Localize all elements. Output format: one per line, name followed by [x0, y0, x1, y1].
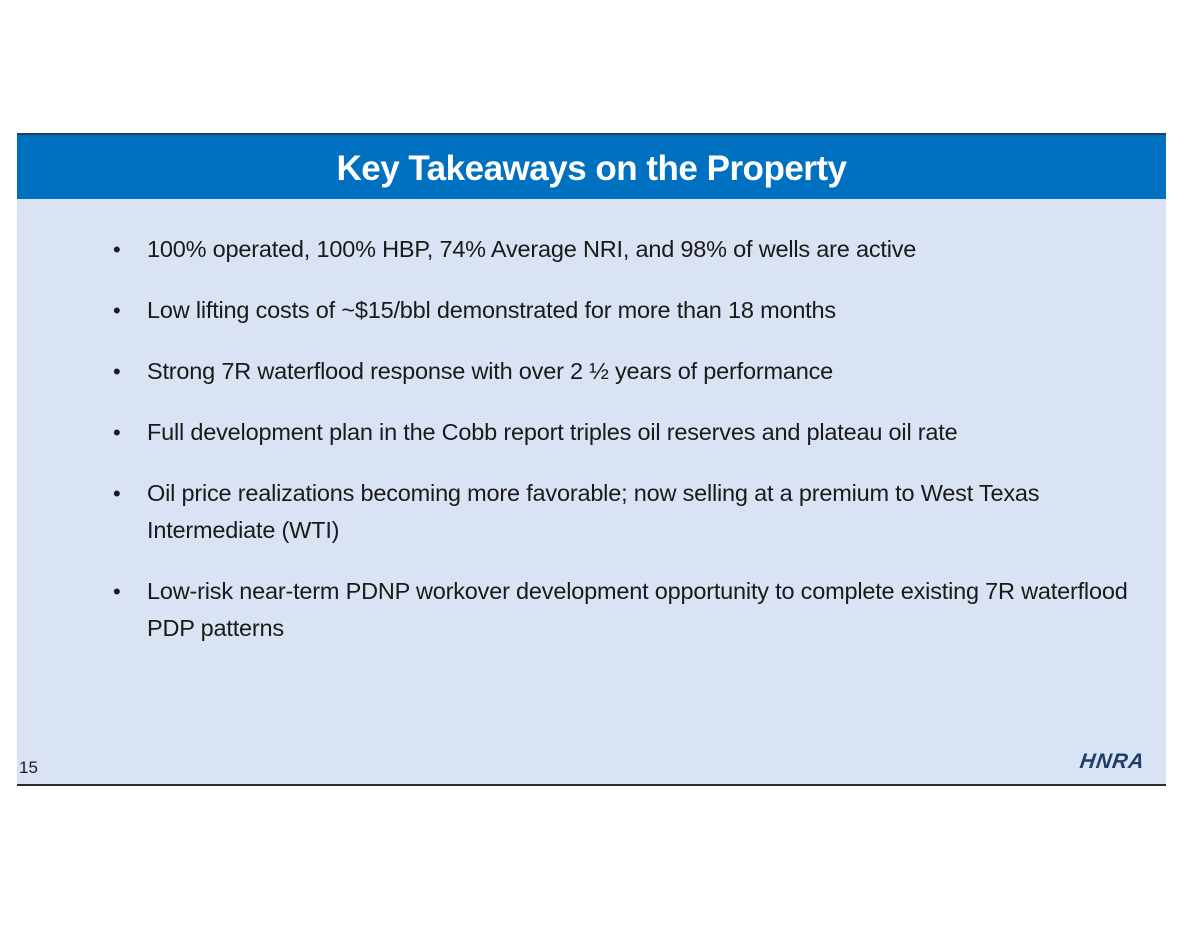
bullet-item — [113, 231, 1153, 268]
bullet-item — [113, 353, 1153, 390]
bullet-text: Low lifting costs of ~$15/bbl demonstrated for more than 18 months — [147, 297, 836, 323]
bullet-item — [113, 292, 1153, 329]
bullet-text: Full development plan in the Cobb report triples oil reserves and plateau oil rate — [147, 419, 958, 445]
bullet-text: Oil price realizations becoming more favorable; now selling at a premium to West Texas Intermediate (WTI) — [147, 480, 1040, 543]
bullet-item — [113, 475, 1153, 549]
company-logo: HNRA — [1078, 750, 1147, 773]
bullet-item — [113, 573, 1153, 647]
bullet-marker: • — [113, 579, 121, 604]
bullet-text: Low-risk near-term PDNP workover development opportunity to complete existing 7R waterflood PDP patterns — [147, 578, 1128, 641]
bullet-marker: • — [113, 298, 121, 323]
bullet-marker: • — [113, 481, 121, 506]
title-bar — [17, 133, 1166, 199]
page-number: 15 — [19, 758, 38, 777]
bullet-item — [113, 414, 1153, 451]
bullet-text: Strong 7R waterflood response with over 2 ½ years of performance — [147, 358, 834, 384]
bullet-text: 100% operated, 100% HBP, 74% Average NRI, and 98% of wells are active — [147, 236, 917, 262]
bullet-list — [113, 231, 1153, 671]
bullet-marker: • — [113, 237, 121, 262]
slide — [17, 133, 1166, 786]
bullet-marker: • — [113, 420, 121, 445]
slide-title: Key Takeaways on the Property — [336, 149, 847, 188]
bottom-divider — [17, 784, 1166, 786]
bullet-marker: • — [113, 359, 121, 384]
